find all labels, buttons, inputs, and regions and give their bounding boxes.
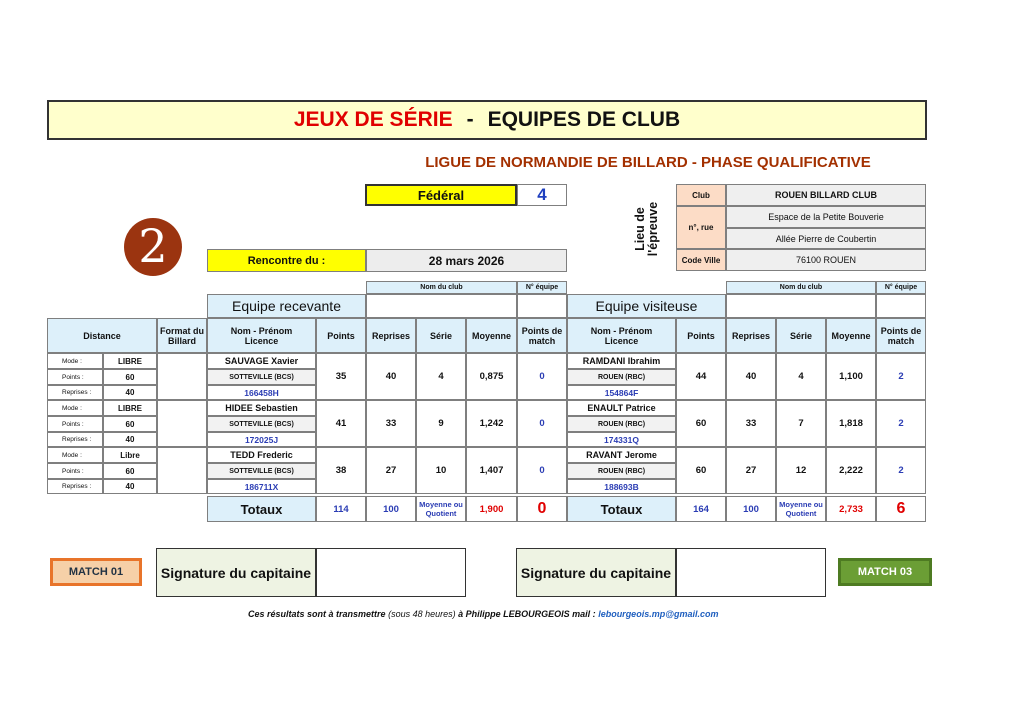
away-player-club: ROUEN (RBC) bbox=[567, 463, 676, 479]
home-club-name-field[interactable] bbox=[366, 294, 517, 318]
home-serie-cell: 9 bbox=[416, 400, 466, 447]
club-label: Club bbox=[676, 184, 726, 206]
home-reprises-cell: 27 bbox=[366, 447, 416, 494]
home-player-name: TEDD Frederic bbox=[207, 447, 316, 463]
col-distance: Distance bbox=[47, 318, 157, 353]
home-player-licence: 172025J bbox=[207, 432, 316, 447]
rencontre-date: 28 mars 2026 bbox=[366, 249, 567, 272]
distance-reprises-label: Reprises : bbox=[47, 479, 103, 494]
col-away-points: Points bbox=[676, 318, 726, 353]
away-reprises-cell: 40 bbox=[726, 353, 776, 400]
away-signature-field[interactable] bbox=[676, 548, 826, 597]
col-away-name-line1: Nom - Prénom bbox=[590, 325, 653, 336]
away-serie-cell: 12 bbox=[776, 447, 826, 494]
away-total-points: 164 bbox=[676, 496, 726, 522]
format-billard-cell[interactable] bbox=[157, 447, 207, 494]
away-player-licence: 188693B bbox=[567, 479, 676, 494]
distance-points-value: 60 bbox=[103, 369, 157, 385]
home-points-cell: 38 bbox=[316, 447, 366, 494]
equipe-visiteuse-header: Equipe visiteuse bbox=[567, 294, 726, 318]
away-total-points-match: 6 bbox=[876, 496, 926, 522]
title-part2: EQUIPES DE CLUB bbox=[487, 108, 681, 131]
away-player-licence: 174331Q bbox=[567, 432, 676, 447]
away-points-match-cell: 2 bbox=[876, 353, 926, 400]
away-reprises-cell: 33 bbox=[726, 400, 776, 447]
distance-points-label: Points : bbox=[47, 463, 103, 479]
home-player-name: HIDEE Sebastien bbox=[207, 400, 316, 416]
mode-value: Libre bbox=[103, 447, 157, 463]
away-player-name: RAMDANI Ibrahim bbox=[567, 353, 676, 369]
away-team-number-label: N° équipe bbox=[876, 281, 926, 294]
equipe-recevante-header: Equipe recevante bbox=[207, 294, 366, 318]
col-home-points: Points bbox=[316, 318, 366, 353]
col-home-moyenne: Moyenne bbox=[466, 318, 517, 353]
col-home-serie: Série bbox=[416, 318, 466, 353]
home-moyenne-cell: 1,242 bbox=[466, 400, 517, 447]
col-format: Format du Billard bbox=[157, 318, 207, 353]
away-serie-cell: 4 bbox=[776, 353, 826, 400]
away-player-name: ENAULT Patrice bbox=[567, 400, 676, 416]
club-value: ROUEN BILLARD CLUB bbox=[726, 184, 926, 206]
distance-reprises-value: 40 bbox=[103, 432, 157, 447]
footer-text1: Ces résultats sont à transmettre bbox=[248, 609, 386, 619]
home-points-cell: 35 bbox=[316, 353, 366, 400]
away-player-licence: 154864F bbox=[567, 385, 676, 400]
away-points-match-cell: 2 bbox=[876, 447, 926, 494]
away-points-cell: 60 bbox=[676, 400, 726, 447]
page-title bbox=[47, 100, 927, 140]
home-reprises-cell: 33 bbox=[366, 400, 416, 447]
away-player-club: ROUEN (RBC) bbox=[567, 416, 676, 432]
distance-points-value: 60 bbox=[103, 416, 157, 432]
away-club-name-field[interactable] bbox=[726, 294, 876, 318]
home-player-club: SOTTEVILLE (BCS) bbox=[207, 369, 316, 385]
home-moyenne-cell: 0,875 bbox=[466, 353, 517, 400]
rue-line2: Allée Pierre de Coubertin bbox=[726, 228, 926, 249]
footer-text3: à Philippe LEBOURGEOIS mail : bbox=[458, 609, 596, 619]
away-moyenne-cell: 1,100 bbox=[826, 353, 876, 400]
home-quotient-label: Moyenne ou Quotient bbox=[416, 496, 466, 522]
away-total-reprises: 100 bbox=[726, 496, 776, 522]
format-billard-cell[interactable] bbox=[157, 400, 207, 447]
home-total-points-match: 0 bbox=[517, 496, 567, 522]
distance-reprises-value: 40 bbox=[103, 385, 157, 400]
home-totaux-label: Totaux bbox=[207, 496, 316, 522]
home-player-club: SOTTEVILLE (BCS) bbox=[207, 463, 316, 479]
away-quotient-label: Moyenne ou Quotient bbox=[776, 496, 826, 522]
col-home-name-line1: Nom - Prénom bbox=[230, 325, 293, 336]
away-totaux-label: Totaux bbox=[567, 496, 676, 522]
mode-value: LIBRE bbox=[103, 400, 157, 416]
home-total-moyenne: 1,900 bbox=[466, 496, 517, 522]
distance-reprises-label: Reprises : bbox=[47, 385, 103, 400]
mode-value: LIBRE bbox=[103, 353, 157, 369]
home-team-number-label: N° équipe bbox=[517, 281, 567, 294]
home-player-licence: 166458H bbox=[207, 385, 316, 400]
home-total-reprises: 100 bbox=[366, 496, 416, 522]
home-points-cell: 41 bbox=[316, 400, 366, 447]
home-player-club: SOTTEVILLE (BCS) bbox=[207, 416, 316, 432]
away-signature-label: Signature du capitaine bbox=[516, 548, 676, 597]
col-away-name bbox=[567, 318, 676, 353]
away-reprises-cell: 27 bbox=[726, 447, 776, 494]
home-total-points: 114 bbox=[316, 496, 366, 522]
match03-button[interactable]: MATCH 03 bbox=[838, 558, 932, 586]
division-label: Fédéral bbox=[365, 184, 517, 206]
col-home-points-match: Points de match bbox=[517, 318, 567, 353]
format-billard-cell[interactable] bbox=[157, 353, 207, 400]
home-player-name: SAUVAGE Xavier bbox=[207, 353, 316, 369]
away-player-club: ROUEN (RBC) bbox=[567, 369, 676, 385]
away-club-name-label: Nom du club bbox=[726, 281, 876, 294]
away-points-cell: 44 bbox=[676, 353, 726, 400]
lieu-epreuve-text: Lieu de l'épreuve bbox=[633, 201, 661, 257]
home-points-match-cell: 0 bbox=[517, 400, 567, 447]
footer-email-link[interactable]: lebourgeois.mp@gmail.com bbox=[598, 609, 719, 619]
home-club-name-label: Nom du club bbox=[366, 281, 517, 294]
away-team-number-field[interactable] bbox=[876, 294, 926, 318]
col-away-reprises: Reprises bbox=[726, 318, 776, 353]
home-moyenne-cell: 1,407 bbox=[466, 447, 517, 494]
away-moyenne-cell: 2,222 bbox=[826, 447, 876, 494]
distance-reprises-value: 40 bbox=[103, 479, 157, 494]
rue-label: n°, rue bbox=[676, 206, 726, 249]
col-away-points-match: Points de match bbox=[876, 318, 926, 353]
code-ville-label: Code Ville bbox=[676, 249, 726, 271]
title-part1: JEUX DE SÉRIE bbox=[293, 108, 453, 131]
home-reprises-cell: 40 bbox=[366, 353, 416, 400]
mode-label: Mode : bbox=[47, 400, 103, 416]
home-points-match-cell: 0 bbox=[517, 353, 567, 400]
away-player-name: RAVANT Jerome bbox=[567, 447, 676, 463]
distance-points-value: 60 bbox=[103, 463, 157, 479]
mode-label: Mode : bbox=[47, 353, 103, 369]
away-moyenne-cell: 1,818 bbox=[826, 400, 876, 447]
home-points-match-cell: 0 bbox=[517, 447, 567, 494]
away-serie-cell: 7 bbox=[776, 400, 826, 447]
match01-button[interactable]: MATCH 01 bbox=[50, 558, 142, 586]
home-serie-cell: 10 bbox=[416, 447, 466, 494]
col-home-name-line2: Licence bbox=[244, 335, 279, 346]
footer-text2: (sous 48 heures) bbox=[388, 609, 456, 619]
away-total-moyenne: 2,733 bbox=[826, 496, 876, 522]
rue-line1: Espace de la Petite Bouverie bbox=[726, 206, 926, 228]
home-signature-label: Signature du capitaine bbox=[156, 548, 316, 597]
division-value: 4 bbox=[517, 184, 567, 206]
col-home-name bbox=[207, 318, 316, 353]
lieu-epreuve-label bbox=[620, 190, 674, 268]
mode-label: Mode : bbox=[47, 447, 103, 463]
away-points-match-cell: 2 bbox=[876, 400, 926, 447]
title-dash: - bbox=[466, 108, 474, 131]
home-team-number-field[interactable] bbox=[517, 294, 567, 318]
rencontre-label: Rencontre du : bbox=[207, 249, 366, 272]
home-serie-cell: 4 bbox=[416, 353, 466, 400]
col-away-name-line2: Licence bbox=[604, 335, 639, 346]
distance-reprises-label: Reprises : bbox=[47, 432, 103, 447]
match-number-badge: 2 bbox=[124, 218, 182, 276]
subtitle: LIGUE DE NORMANDIE DE BILLARD - PHASE QUALIFICATIVE bbox=[425, 153, 871, 171]
footer-note bbox=[248, 609, 808, 623]
home-player-licence: 186711X bbox=[207, 479, 316, 494]
away-points-cell: 60 bbox=[676, 447, 726, 494]
code-ville-value: 76100 ROUEN bbox=[726, 249, 926, 271]
col-away-serie: Série bbox=[776, 318, 826, 353]
home-signature-field[interactable] bbox=[316, 548, 466, 597]
distance-points-label: Points : bbox=[47, 416, 103, 432]
col-home-reprises: Reprises bbox=[366, 318, 416, 353]
col-away-moyenne: Moyenne bbox=[826, 318, 876, 353]
distance-points-label: Points : bbox=[47, 369, 103, 385]
